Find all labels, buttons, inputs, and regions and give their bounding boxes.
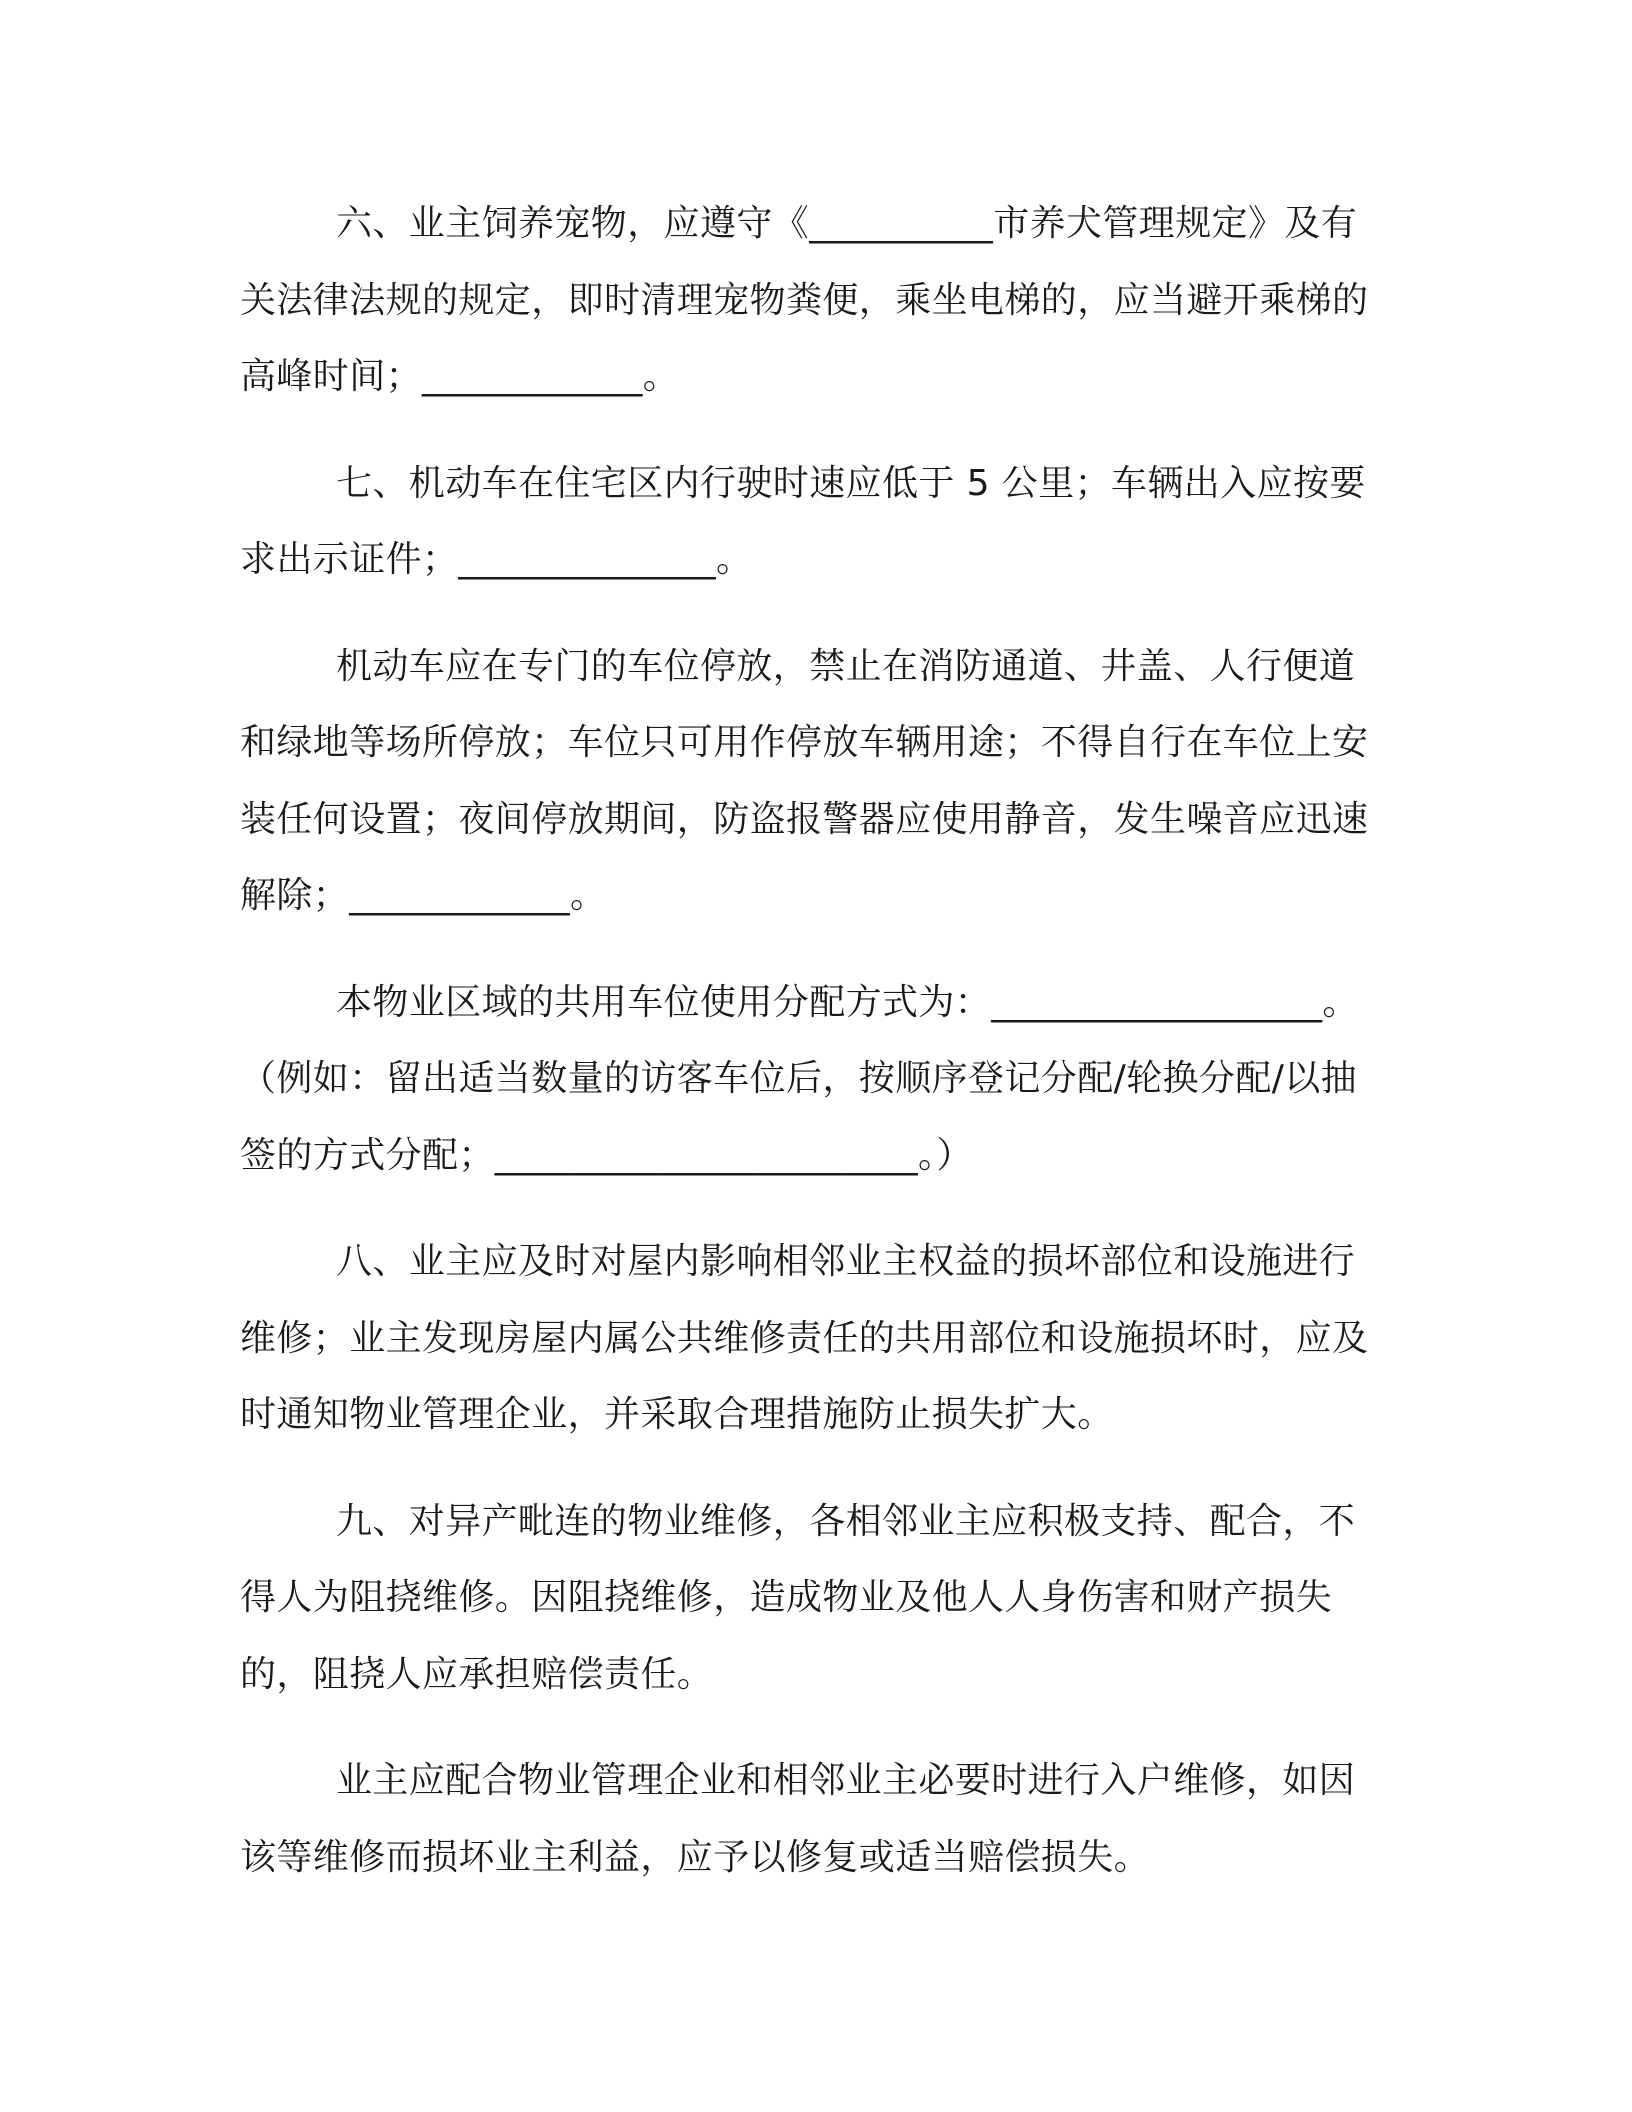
document-page	[240, 186, 1390, 1926]
paragraph-pets: 六、业主饲养宠物，应遵守《__________市养犬管理规定》及有关法律法规的规定，即时清理宠物粪便，乘坐电梯的，应当避开乘梯的高峰时间；____________。	[240, 203, 1369, 397]
paragraph-vehicle-parking: 机动车应在专门的车位停放，禁止在消防通道、井盖、人行便道和绿地等场所停放；车位只可用作停放车辆用途；不得自行在车位上安装任何设置；夜间停放期间，防盗报警器应使用静音，发生噪音应迅速解除；____________。	[240, 645, 1369, 916]
paragraph-vehicle-speed: 七、机动车在住宅区内行驶时速应低于 5 公里；车辆出入应按要求出示证件；______________。	[240, 462, 1366, 580]
paragraph-adjacent-repair: 九、对异产毗连的物业维修，各相邻业主应积极支持、配合，不得人为阻挠维修。因阻挠维修，造成物业及他人人身伤害和财产损失的，阻挠人应承担赔偿责任。	[240, 1500, 1356, 1695]
paragraph-parking-allocation: 本物业区域的共用车位使用分配方式为：__________________。（例如：留出适当数量的访客车位后，按顺序登记分配/轮换分配/以抽签的方式分配；_______________________。）	[240, 981, 1359, 1176]
paragraph-entry-repair: 业主应配合物业管理企业和相邻业主必要时进行入户维修，如因该等维修而损坏业主利益，应予以修复或适当赔偿损失。	[240, 1760, 1356, 1878]
paragraph-maintenance: 八、业主应及时对屋内影响相邻业主权益的损坏部位和设施进行维修；业主发现房屋内属公共维修责任的共用部位和设施损坏时，应及时通知物业管理企业，并采取合理措施防止损失扩大。	[240, 1241, 1369, 1435]
